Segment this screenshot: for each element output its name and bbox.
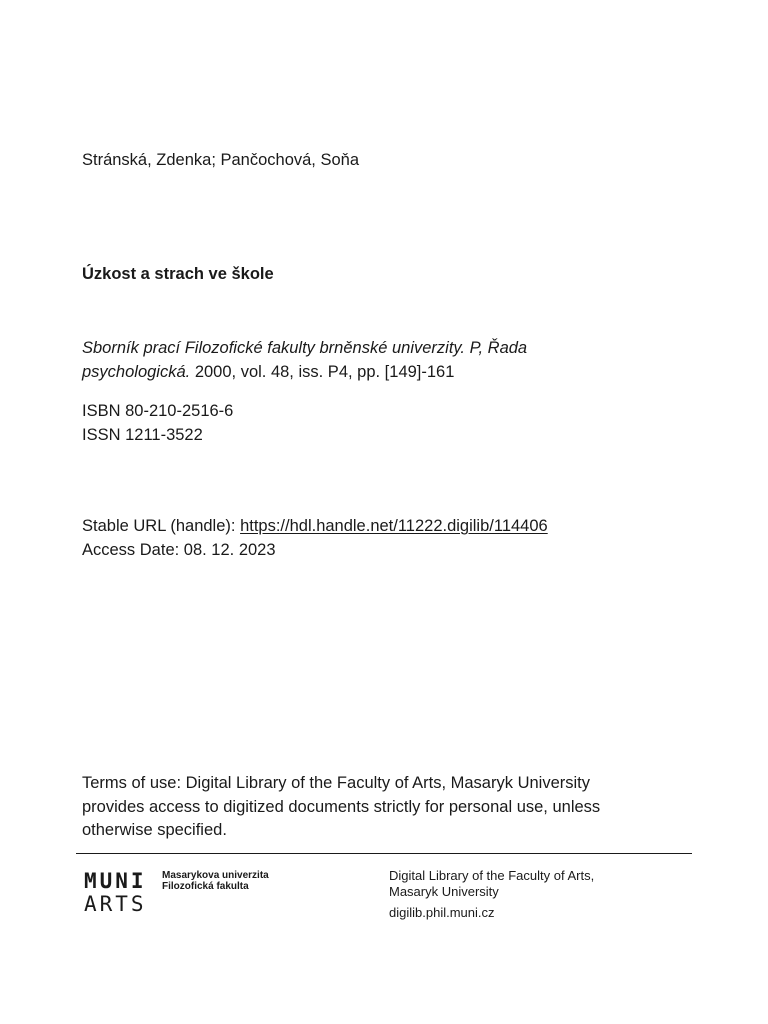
library-name-line-1: Digital Library of the Faculty of Arts, (389, 868, 595, 883)
logo-faculty-name: Filozofická fakulta (162, 881, 249, 892)
series-name-part2: psychologická. (82, 363, 191, 381)
citation-line-1 (82, 337, 527, 360)
terms-line-2: provides access to digitized documents strictly for personal use, unless (82, 797, 601, 816)
access-date: Access Date: 08. 12. 2023 (82, 541, 276, 559)
footer-divider (76, 853, 692, 854)
issn: ISSN 1211-3522 (82, 426, 203, 444)
stable-url-link[interactable]: https://hdl.handle.net/11222.digilib/114406 (240, 517, 548, 535)
series-name-part1: Sborník prací Filozofické fakulty brněnské univerzity. P, Řada (82, 339, 528, 357)
terms-line-3: otherwise specified. (82, 821, 227, 839)
stable-url-line (82, 515, 548, 538)
citation-details: 2000, vol. 48, iss. P4, pp. [149]-161 (190, 363, 455, 381)
logo-muni-text: MUNI (84, 869, 147, 893)
muni-arts-logo (84, 870, 284, 920)
authors: Stránská, Zdenka; Pančochová, Soňa (82, 151, 360, 169)
isbn: ISBN 80-210-2516-6 (82, 402, 234, 420)
library-url[interactable]: digilib.phil.muni.cz (389, 905, 495, 920)
stable-url-label: Stable URL (handle): (82, 517, 241, 535)
logo-arts-text: ARTS (84, 892, 147, 916)
terms-of-use (82, 772, 682, 843)
citation-line-2 (82, 361, 454, 384)
library-name-line-2: Masaryk University (389, 884, 499, 899)
terms-line-1: Terms of use: Digital Library of the Faculty of Arts, Masaryk University (82, 774, 590, 792)
document-title: Úzkost a strach ve škole (82, 265, 274, 283)
logo-university-name: Masarykova univerzita (162, 870, 269, 881)
